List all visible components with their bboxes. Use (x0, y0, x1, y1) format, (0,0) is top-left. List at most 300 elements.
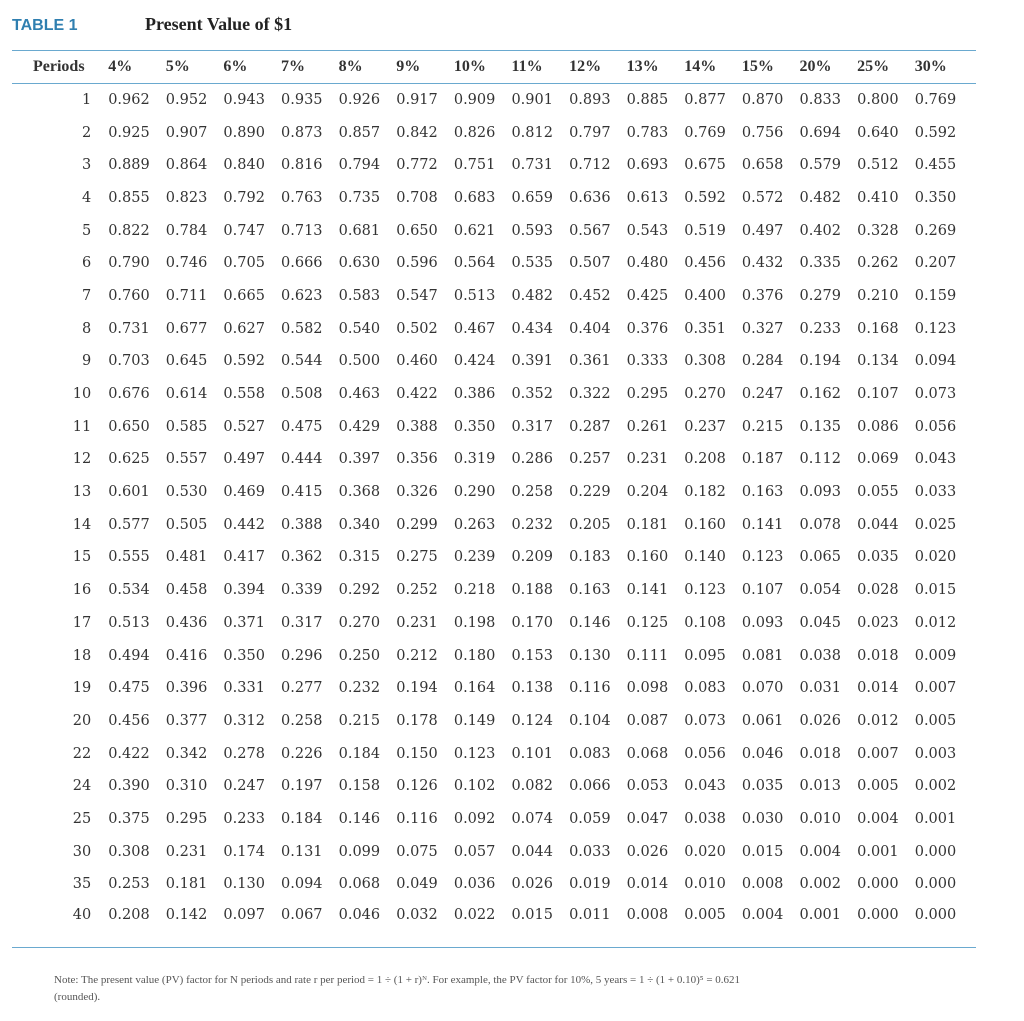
pv-factor-cell: 0.326 (396, 484, 438, 501)
pv-factor-cell: 0.123 (453, 745, 496, 762)
pv-factor-cell: 0.676 (108, 386, 150, 403)
table-row (12, 84, 976, 117)
pv-factor-cell: 0.183 (569, 549, 611, 566)
pv-factor-cell: 0.935 (281, 92, 323, 109)
pv-factor-cell: 0.391 (511, 353, 553, 370)
pv-factor-cell: 0.231 (626, 451, 669, 468)
pv-factor-cell: 0.422 (108, 745, 150, 762)
column-header-rate: 9% (396, 51, 454, 84)
pv-factor-cell: 0.508 (281, 386, 323, 403)
pv-factor-cell: 0.621 (453, 222, 496, 239)
column-header-rate: 25% (857, 51, 915, 84)
pv-factor-cell: 0.181 (165, 876, 208, 893)
column-header-rate: 7% (281, 51, 339, 84)
pv-factor-cell: 0.790 (108, 255, 150, 272)
pv-factor-cell: 0.056 (914, 418, 957, 435)
pv-factor-cell: 0.650 (396, 222, 438, 239)
pv-factor-cell: 0.731 (511, 157, 553, 174)
period-cell: 11 (72, 418, 92, 435)
pv-factor-cell: 0.376 (626, 320, 669, 337)
pv-factor-cell: 0.012 (857, 712, 899, 729)
pv-factor-cell: 0.497 (223, 451, 265, 468)
pv-factor-cell: 0.257 (569, 451, 611, 468)
pv-factor-cell: 0.319 (453, 451, 496, 468)
pv-factor-cell: 0.328 (857, 222, 899, 239)
pv-factor-cell: 0.527 (223, 418, 265, 435)
pv-factor-cell: 0.901 (511, 92, 553, 109)
pv-factor-cell: 0.889 (108, 157, 150, 174)
column-header-rate: 20% (800, 51, 858, 84)
pv-factor-cell: 0.756 (741, 124, 784, 141)
pv-factor-cell: 0.388 (281, 516, 323, 533)
pv-factor-cell: 0.425 (626, 287, 669, 304)
pv-factor-cell: 0.694 (799, 124, 842, 141)
pv-factor-cell: 0.112 (799, 451, 842, 468)
pv-factor-cell: 0.909 (453, 92, 496, 109)
pv-factor-cell: 0.376 (741, 287, 784, 304)
pv-factor-cell: 0.952 (165, 92, 208, 109)
pv-factor-cell: 0.012 (914, 614, 957, 631)
pv-factor-cell: 0.436 (165, 614, 208, 631)
pv-factor-cell: 0.182 (684, 484, 726, 501)
pv-factor-cell: 0.020 (684, 843, 726, 860)
pv-factor-cell: 0.204 (626, 484, 669, 501)
pv-factor-cell: 0.013 (799, 778, 842, 795)
pv-factor-cell: 0.083 (569, 745, 611, 762)
pv-factor-cell: 0.564 (453, 255, 496, 272)
pv-factor-cell: 0.540 (338, 320, 381, 337)
pv-factor-cell: 0.032 (396, 901, 454, 948)
pv-factor-cell: 0.530 (165, 484, 208, 501)
pv-factor-cell: 0.087 (626, 712, 669, 729)
pv-factor-cell: 0.625 (108, 451, 150, 468)
pv-factor-cell: 0.130 (569, 647, 611, 664)
pv-factor-cell: 0.068 (338, 876, 381, 893)
pv-factor-cell: 0.572 (741, 189, 784, 206)
pv-factor-cell: 0.432 (741, 255, 784, 272)
pv-factor-cell: 0.057 (453, 843, 496, 860)
pv-factor-cell: 0.123 (741, 549, 784, 566)
pv-factor-cell: 0.101 (511, 745, 553, 762)
pv-factor-cell: 0.640 (857, 124, 899, 141)
pv-factor-cell: 0.519 (684, 222, 726, 239)
pv-factor-cell: 0.547 (396, 287, 438, 304)
pv-factor-cell: 0.513 (453, 287, 496, 304)
pv-factor-cell: 0.368 (338, 484, 381, 501)
pv-factor-cell: 0.108 (684, 614, 726, 631)
pv-factor-cell: 0.164 (453, 680, 496, 697)
pv-factor-cell: 0.614 (165, 386, 208, 403)
pv-factor-cell: 0.416 (165, 647, 208, 664)
pv-factor-cell: 0.056 (684, 745, 726, 762)
pv-factor-cell: 0.555 (108, 549, 150, 566)
table-row (12, 410, 976, 443)
pv-factor-cell: 0.284 (741, 353, 784, 370)
pv-factor-cell: 0.005 (914, 712, 957, 729)
pv-factor-cell: 0.226 (281, 745, 323, 762)
pv-factor-cell: 0.067 (281, 901, 339, 948)
pv-factor-cell: 0.262 (857, 255, 899, 272)
period-cell: 2 (81, 124, 92, 141)
pv-factor-cell: 0.043 (684, 778, 726, 795)
pv-factor-cell: 0.184 (338, 745, 381, 762)
pv-factor-cell: 0.073 (914, 386, 957, 403)
pv-factor-cell: 0.049 (396, 876, 438, 893)
pv-factor-cell: 0.170 (511, 614, 553, 631)
pv-factor-cell: 0.677 (165, 320, 208, 337)
pv-factor-cell: 0.231 (165, 843, 208, 860)
pv-factor-cell: 0.000 (914, 843, 957, 860)
pv-factor-cell: 0.636 (569, 189, 611, 206)
pv-factor-cell: 0.081 (741, 647, 784, 664)
pv-factor-cell: 0.212 (396, 647, 438, 664)
pv-factor-cell: 0.350 (453, 418, 496, 435)
pv-factor-cell: 0.098 (626, 680, 669, 697)
pv-factor-cell: 0.769 (684, 124, 726, 141)
pv-factor-cell: 0.342 (165, 745, 208, 762)
period-cell: 8 (81, 320, 92, 337)
pv-factor-cell: 0.708 (396, 189, 438, 206)
pv-factor-cell: 0.582 (281, 320, 323, 337)
pv-factor-cell: 0.008 (627, 901, 685, 948)
table-row (12, 280, 976, 313)
period-cell: 19 (72, 680, 92, 697)
pv-factor-cell: 0.623 (281, 287, 323, 304)
pv-factor-cell: 0.229 (569, 484, 611, 501)
table-row (12, 345, 976, 378)
pv-factor-cell: 0.645 (165, 353, 208, 370)
pv-factor-cell: 0.043 (914, 451, 957, 468)
pv-factor-cell: 0.475 (281, 418, 323, 435)
pv-factor-cell: 0.310 (165, 778, 208, 795)
pv-factor-cell: 0.855 (108, 189, 150, 206)
pv-factor-cell: 0.104 (569, 712, 611, 729)
pv-factor-cell: 0.004 (799, 843, 842, 860)
pv-factor-cell: 0.126 (396, 778, 438, 795)
period-cell: 5 (81, 222, 92, 239)
pv-factor-cell: 0.579 (799, 157, 842, 174)
pv-factor-cell: 0.277 (281, 680, 323, 697)
pv-factor-cell: 0.286 (511, 451, 553, 468)
pv-factor-cell: 0.070 (741, 680, 784, 697)
column-header-rate: 13% (627, 51, 685, 84)
pv-factor-cell: 0.010 (799, 810, 842, 827)
pv-factor-cell: 0.045 (799, 614, 842, 631)
pv-factor-cell: 0.075 (396, 843, 438, 860)
pv-factor-cell: 0.312 (223, 712, 265, 729)
pv-factor-cell: 0.456 (684, 255, 726, 272)
pv-factor-cell: 0.388 (396, 418, 438, 435)
pv-factor-cell: 0.261 (626, 418, 669, 435)
pv-factor-cell: 0.308 (108, 843, 150, 860)
pv-factor-cell: 0.207 (914, 255, 957, 272)
pv-factor-cell: 0.666 (281, 255, 323, 272)
pv-factor-cell: 0.361 (569, 353, 611, 370)
period-cell: 30 (72, 843, 92, 860)
pv-factor-cell: 0.534 (108, 582, 150, 599)
pv-factor-cell: 0.681 (338, 222, 381, 239)
table-note (54, 972, 974, 1006)
pv-factor-cell: 0.763 (281, 189, 323, 206)
pv-factor-cell: 0.174 (223, 843, 265, 860)
pv-factor-cell: 0.665 (223, 287, 265, 304)
pv-factor-cell: 0.593 (511, 222, 553, 239)
pv-factor-cell: 0.135 (799, 418, 842, 435)
period-cell: 18 (72, 647, 92, 664)
pv-factor-cell: 0.068 (626, 745, 669, 762)
pv-factor-cell: 0.278 (223, 745, 265, 762)
pv-factor-cell: 0.797 (569, 124, 611, 141)
pv-factor-cell: 0.592 (223, 353, 265, 370)
pv-factor-cell: 0.417 (223, 549, 265, 566)
pv-factor-cell: 0.205 (569, 516, 611, 533)
pv-factor-cell: 0.351 (684, 320, 726, 337)
pv-factor-cell: 0.197 (281, 778, 323, 795)
pv-factor-cell: 0.018 (857, 647, 899, 664)
pv-factor-cell: 0.434 (511, 320, 553, 337)
pv-factor-cell: 0.232 (338, 680, 381, 697)
pv-factor-cell: 0.362 (281, 549, 323, 566)
pv-factor-cell: 0.020 (914, 549, 957, 566)
table-row (12, 737, 976, 770)
pv-factor-cell: 0.146 (569, 614, 611, 631)
pv-factor-cell: 0.402 (799, 222, 842, 239)
pv-factor-cell: 0.885 (626, 92, 669, 109)
pv-factor-cell: 0.116 (396, 810, 438, 827)
pv-factor-cell: 0.097 (223, 901, 281, 948)
pv-factor-cell: 0.675 (684, 157, 726, 174)
pv-factor-cell: 0.019 (569, 876, 611, 893)
pv-factor-cell: 0.415 (281, 484, 323, 501)
table-row (12, 476, 976, 509)
pv-factor-cell: 0.107 (741, 582, 784, 599)
table-row (12, 803, 976, 836)
pv-factor-cell: 0.287 (569, 418, 611, 435)
note-line-2: (rounded). (54, 991, 101, 1003)
pv-factor-cell: 0.494 (108, 647, 150, 664)
pv-factor-cell: 0.544 (281, 353, 323, 370)
table-row (12, 541, 976, 574)
pv-factor-cell: 0.000 (914, 876, 957, 893)
pv-factor-cell: 0.074 (511, 810, 553, 827)
pv-factor-cell: 0.233 (223, 810, 265, 827)
pv-factor-cell: 0.270 (338, 614, 381, 631)
pv-factor-cell: 0.371 (223, 614, 265, 631)
pv-factor-cell: 0.350 (223, 647, 265, 664)
pv-factor-cell: 0.816 (281, 157, 323, 174)
pv-factor-cell: 0.208 (108, 901, 166, 948)
pv-factor-cell: 0.025 (914, 516, 957, 533)
pv-factor-cell: 0.005 (684, 901, 742, 948)
pv-factor-cell: 0.066 (569, 778, 611, 795)
pv-factor-cell: 0.315 (338, 549, 381, 566)
pv-factor-cell: 0.111 (626, 647, 669, 664)
column-header-rate: 15% (742, 51, 800, 84)
pv-factor-cell: 0.162 (799, 386, 842, 403)
table-row (12, 770, 976, 803)
pv-factor-cell: 0.583 (338, 287, 381, 304)
pv-factor-cell: 0.331 (223, 680, 265, 697)
pv-factor-cell: 0.061 (741, 712, 784, 729)
pv-factor-cell: 0.153 (511, 647, 553, 664)
pv-factor-cell: 0.864 (165, 157, 208, 174)
pv-factor-cell: 0.873 (281, 124, 323, 141)
pv-factor-cell: 0.505 (165, 516, 208, 533)
pv-factor-cell: 0.208 (684, 451, 726, 468)
pv-factor-cell: 0.340 (338, 516, 381, 533)
period-cell: 40 (12, 901, 108, 948)
pv-factor-cell: 0.069 (857, 451, 899, 468)
period-cell: 24 (72, 778, 92, 795)
pv-factor-cell: 0.000 (857, 901, 915, 948)
pv-factor-cell: 0.247 (223, 778, 265, 795)
period-cell: 7 (81, 287, 92, 304)
pv-factor-cell: 0.444 (281, 451, 323, 468)
period-cell: 1 (81, 92, 92, 109)
period-cell: 4 (81, 189, 92, 206)
pv-factor-cell: 0.158 (338, 778, 381, 795)
pv-factor-cell: 0.558 (223, 386, 265, 403)
pv-factor-cell: 0.422 (396, 386, 438, 403)
pv-factor-cell: 0.482 (799, 189, 842, 206)
pv-factor-cell: 0.142 (166, 901, 224, 948)
pv-factor-cell: 0.093 (741, 614, 784, 631)
pv-factor-cell: 0.327 (741, 320, 784, 337)
pv-factor-cell: 0.138 (511, 680, 553, 697)
pv-factor-cell: 0.035 (741, 778, 784, 795)
pv-factor-cell: 0.038 (684, 810, 726, 827)
pv-factor-cell: 0.386 (453, 386, 496, 403)
column-header-rate: 12% (569, 51, 627, 84)
pv-factor-cell: 0.596 (396, 255, 438, 272)
table-title: Present Value of $1 (145, 14, 293, 34)
pv-factor-cell: 0.181 (626, 516, 669, 533)
period-cell: 16 (72, 582, 92, 599)
header-row (12, 51, 976, 84)
pv-factor-cell: 0.390 (108, 778, 150, 795)
column-header-rate: 14% (684, 51, 742, 84)
pv-factor-cell: 0.535 (511, 255, 553, 272)
column-header-rate: 6% (223, 51, 281, 84)
pv-factor-cell: 0.783 (626, 124, 669, 141)
period-cell: 9 (81, 353, 92, 370)
pv-factor-cell: 0.350 (914, 189, 957, 206)
pv-factor-cell: 0.028 (857, 582, 899, 599)
pv-factor-cell: 0.456 (108, 712, 150, 729)
pv-factor-cell: 0.410 (857, 189, 899, 206)
table-head (12, 51, 976, 84)
pv-factor-cell: 0.036 (453, 876, 496, 893)
pv-factor-cell: 0.429 (338, 418, 381, 435)
pv-factor-cell: 0.711 (165, 287, 208, 304)
pv-factor-cell: 0.160 (684, 516, 726, 533)
pv-factor-cell: 0.002 (799, 876, 842, 893)
pv-factor-cell: 0.397 (338, 451, 381, 468)
pv-factor-cell: 0.467 (453, 320, 496, 337)
pv-factor-cell: 0.086 (857, 418, 899, 435)
pv-factor-cell: 0.659 (511, 189, 553, 206)
pv-factor-cell: 0.442 (223, 516, 265, 533)
pv-factor-cell: 0.007 (857, 745, 899, 762)
pv-factor-cell: 0.577 (108, 516, 150, 533)
pv-factor-cell: 0.502 (396, 320, 438, 337)
pv-factor-cell: 0.890 (223, 124, 265, 141)
pv-factor-cell: 0.149 (453, 712, 496, 729)
table-row (12, 868, 976, 901)
pv-factor-cell: 0.317 (281, 614, 323, 631)
pv-factor-cell: 0.630 (338, 255, 381, 272)
pv-factor-cell: 0.735 (338, 189, 381, 206)
pv-factor-cell: 0.275 (396, 549, 438, 566)
pv-factor-cell: 0.469 (223, 484, 265, 501)
pv-factor-cell: 0.424 (453, 353, 496, 370)
pv-factor-cell: 0.258 (281, 712, 323, 729)
pv-factor-cell: 0.747 (223, 222, 265, 239)
pv-factor-cell: 0.295 (626, 386, 669, 403)
pv-factor-cell: 0.375 (108, 810, 150, 827)
pv-factor-cell: 0.124 (511, 712, 553, 729)
pv-factor-cell: 0.826 (453, 124, 496, 141)
pv-factor-cell: 0.015 (741, 843, 784, 860)
pv-factor-cell: 0.082 (511, 778, 553, 795)
pv-factor-cell: 0.703 (108, 353, 150, 370)
pv-factor-cell: 0.014 (857, 680, 899, 697)
pv-factor-cell: 0.003 (914, 745, 957, 762)
pv-factor-cell: 0.322 (569, 386, 611, 403)
pv-factor-cell: 0.093 (799, 484, 842, 501)
table-row (12, 247, 976, 280)
pv-factor-cell: 0.078 (799, 516, 842, 533)
pv-factor-cell: 0.463 (338, 386, 381, 403)
pv-factor-cell: 0.339 (281, 582, 323, 599)
pv-factor-cell: 0.299 (396, 516, 438, 533)
pv-factor-cell: 0.247 (741, 386, 784, 403)
period-cell: 6 (81, 255, 92, 272)
table-row (12, 214, 976, 247)
pv-factor-cell: 0.475 (108, 680, 150, 697)
pv-factor-cell: 0.252 (396, 582, 438, 599)
pv-factor-cell: 0.233 (799, 320, 842, 337)
pv-factor-cell: 0.123 (914, 320, 957, 337)
pv-factor-cell: 0.014 (626, 876, 669, 893)
column-header-rate: 5% (166, 51, 224, 84)
pv-factor-cell: 0.356 (396, 451, 438, 468)
pv-factor-cell: 0.005 (857, 778, 899, 795)
pv-factor-cell: 0.480 (626, 255, 669, 272)
pv-factor-cell: 0.943 (223, 92, 265, 109)
pv-factor-cell: 0.107 (857, 386, 899, 403)
present-value-table (12, 50, 976, 948)
pv-factor-cell: 0.333 (626, 353, 669, 370)
table-row (12, 901, 976, 948)
period-cell: 20 (72, 712, 92, 729)
pv-factor-cell: 0.026 (799, 712, 842, 729)
pv-factor-cell: 0.184 (281, 810, 323, 827)
column-header-rate: 4% (108, 51, 166, 84)
pv-factor-cell: 0.187 (741, 451, 784, 468)
column-header-rate: 10% (454, 51, 512, 84)
pv-factor-cell: 0.833 (799, 92, 842, 109)
pv-factor-cell: 0.140 (684, 549, 726, 566)
pv-factor-cell: 0.053 (626, 778, 669, 795)
pv-factor-cell: 0.123 (684, 582, 726, 599)
table-row (12, 607, 976, 640)
pv-factor-cell: 0.232 (511, 516, 553, 533)
pv-factor-cell: 0.870 (741, 92, 784, 109)
pv-factor-cell: 0.557 (165, 451, 208, 468)
pv-factor-cell: 0.396 (165, 680, 208, 697)
pv-factor-cell: 0.650 (108, 418, 150, 435)
